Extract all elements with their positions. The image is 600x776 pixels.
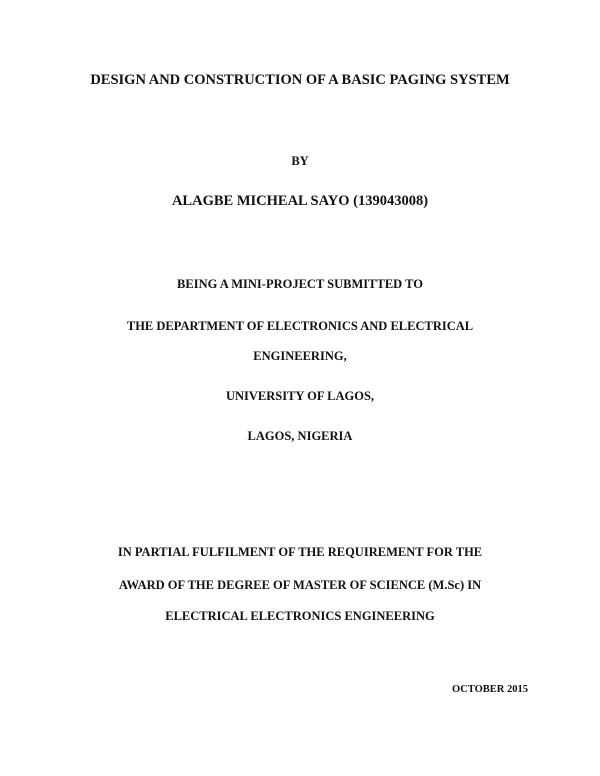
location-line: LAGOS, NIGERIA	[247, 429, 353, 443]
submission-line: THE DEPARTMENT OF ELECTRONICS AND ELECTRICAL	[126, 319, 474, 333]
submission-line: BEING A MINI-PROJECT SUBMITTED TO	[177, 277, 423, 291]
fulfilment-line: AWARD OF THE DEGREE OF MASTER OF SCIENCE (M.Sc) IN	[118, 578, 482, 592]
author-name: ALAGBE MICHEAL SAYO (139043008)	[171, 193, 429, 209]
university-line: UNIVERSITY OF LAGOS,	[225, 389, 375, 403]
document-title: DESIGN AND CONSTRUCTION OF A BASIC PAGING SYSTEM	[90, 72, 510, 88]
fulfilment-line: ELECTRICAL ELECTRONICS ENGINEERING	[165, 609, 435, 623]
submission-date: OCTOBER 2015	[452, 684, 528, 695]
by-label: BY	[291, 154, 309, 168]
submission-line: ENGINEERING,	[253, 349, 347, 363]
fulfilment-line: IN PARTIAL FULFILMENT OF THE REQUIREMENT FOR THE	[117, 545, 483, 559]
